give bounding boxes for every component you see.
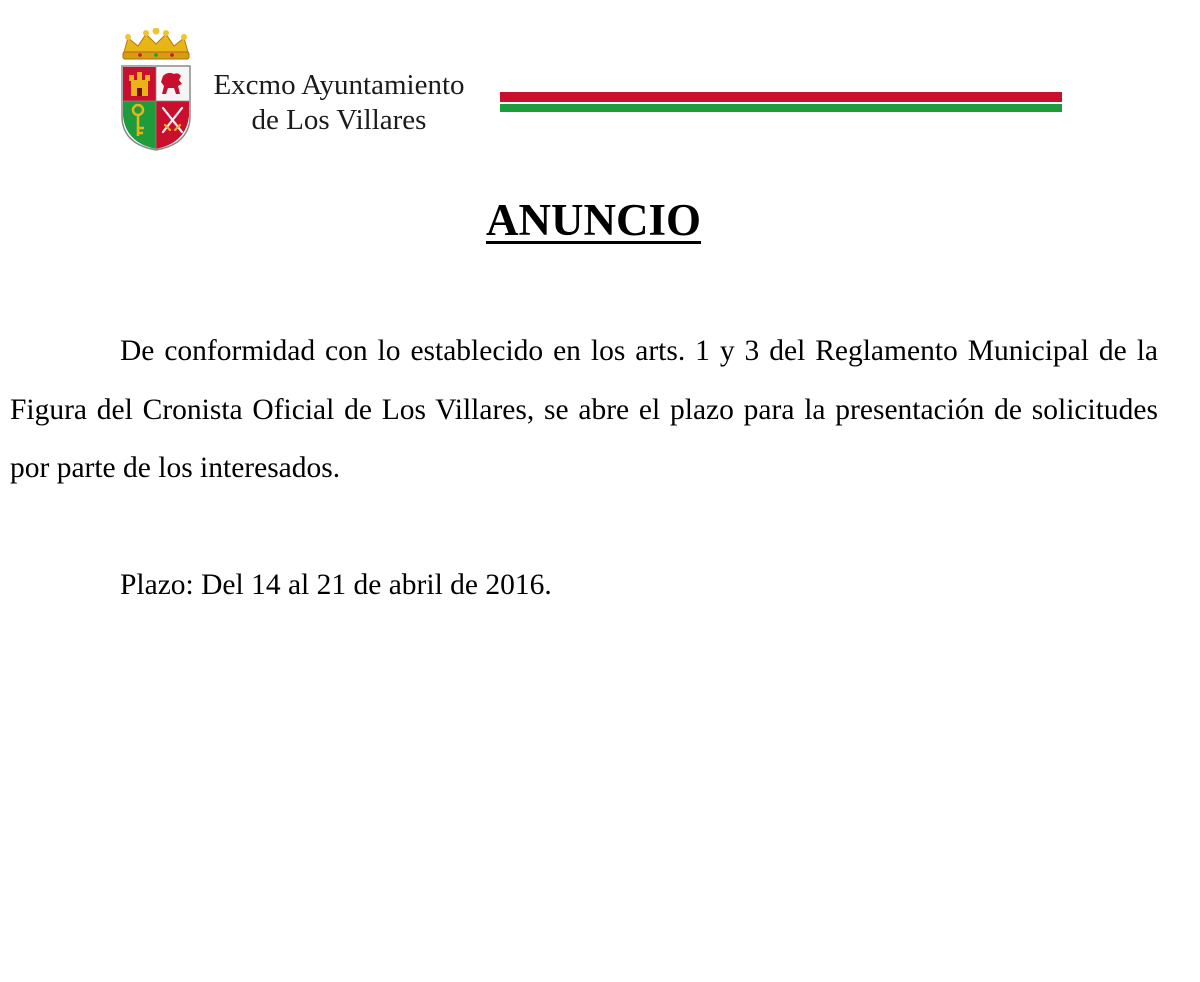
document-title-text: ANUNCIO [485, 195, 701, 245]
institution-name-line-1: Excmo Ayuntamiento [213, 69, 465, 101]
green-stripe [500, 104, 1062, 112]
red-stripe [500, 92, 1062, 102]
castle-icon [129, 72, 150, 96]
letterhead [0, 0, 1200, 160]
crown-icon [123, 28, 189, 59]
document-title [0, 190, 1187, 250]
flag-stripes [500, 92, 1062, 112]
announcement-paragraph: De conformidad con lo establecido en los arts. 1 y 3 del Reglamento Municipal de la Figura del Cronista Oficial de Los Villares, se abre el plazo para la presentación de solicitudes por parte de los interesados. [10, 335, 1158, 484]
deadline-text: Plazo: Del 14 al 21 de abril de 2016. [120, 569, 552, 601]
institution-name [204, 68, 474, 138]
coat-of-arms-icon [118, 28, 194, 152]
institution-name-line-2: de Los Villares [251, 104, 427, 136]
